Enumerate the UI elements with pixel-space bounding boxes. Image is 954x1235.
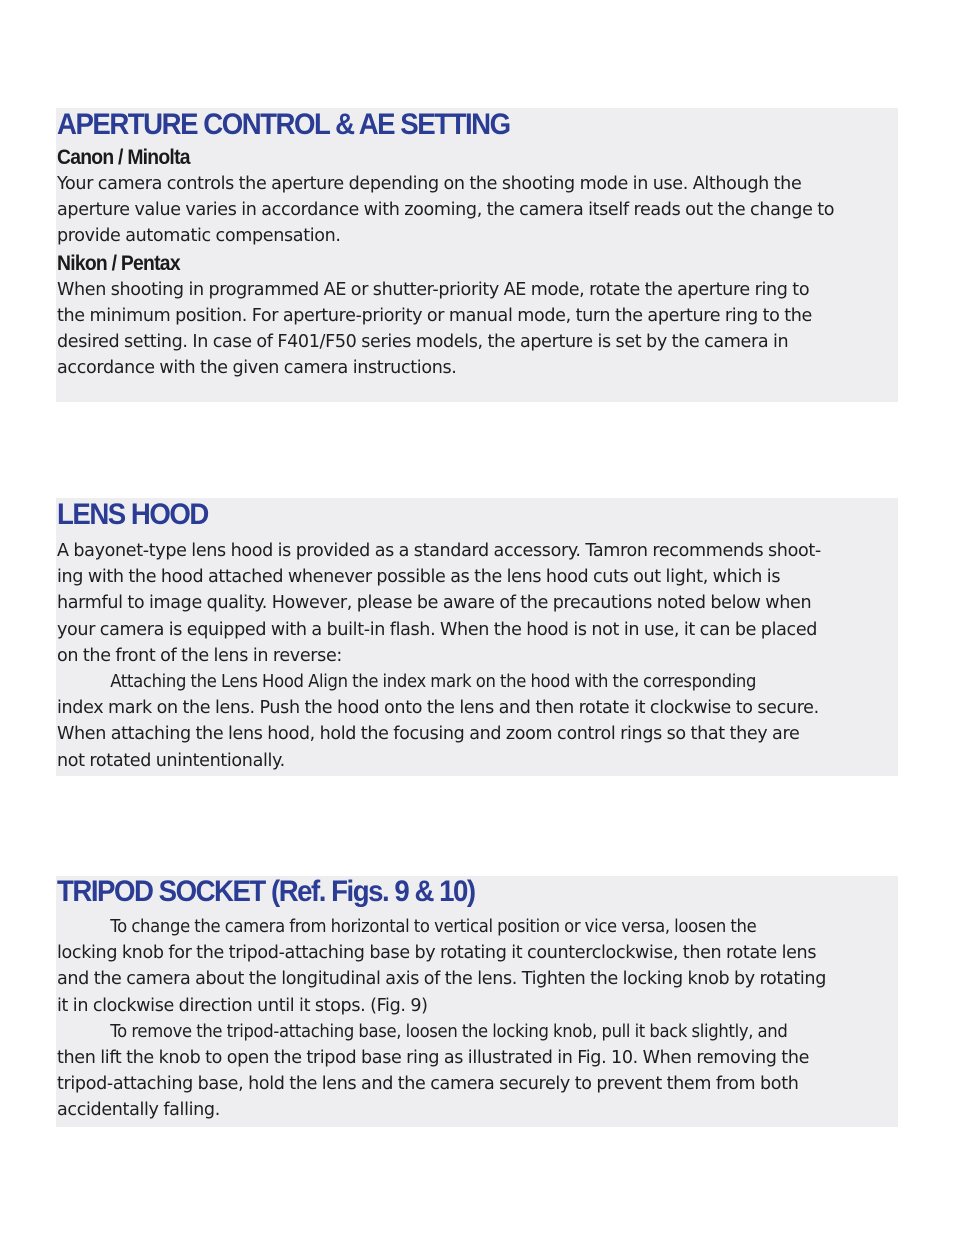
text-line: desired setting. In case of F401/F50 series models, the aperture is set by the camera in bbox=[57, 332, 789, 353]
text-line: and the camera about the longitudinal axis of the lens. Tighten the locking knob by rotating bbox=[57, 969, 826, 990]
aperture-section bbox=[56, 108, 898, 402]
text-line: Your camera controls the aperture depending on the shooting mode in use. Although the bbox=[57, 174, 802, 194]
canon-minolta-paragraph bbox=[57, 171, 898, 250]
text-line: provide automatic compensation. bbox=[57, 226, 341, 247]
text-line: locking knob for the tripod-attaching base by rotating it counterclockwise, then rotate lens bbox=[57, 943, 817, 964]
tripod-socket-section bbox=[56, 876, 898, 1127]
text-line: not rotated unintentionally. bbox=[57, 750, 285, 771]
text-line: tripod-attaching base, hold the lens and the camera securely to prevent them from both bbox=[57, 1074, 799, 1095]
text-line: harmful to image quality. However, please be aware of the precautions noted below when bbox=[57, 593, 812, 614]
text-line: When shooting in programmed AE or shutter-priority AE mode, rotate the aperture ring to bbox=[57, 279, 810, 300]
lens-hood-heading: LENS HOOD bbox=[57, 498, 208, 531]
tripod-paragraph-1 bbox=[57, 914, 898, 1019]
text-line: the minimum position. For aperture-priority or manual mode, turn the aperture ring to the bbox=[57, 305, 813, 326]
text-line: then lift the knob to open the tripod base ring as illustrated in Fig. 10. When removing the bbox=[57, 1048, 810, 1069]
aperture-heading: APERTURE CONTROL & AE SETTING bbox=[57, 108, 510, 141]
text-line: accordance with the given camera instructions. bbox=[57, 358, 457, 379]
text-line: A bayonet-type lens hood is provided as a standard accessory. Tamron recommends shoot- bbox=[57, 541, 821, 561]
text-line: accidentally falling. bbox=[57, 1100, 220, 1121]
lens-hood-paragraph-2 bbox=[57, 669, 898, 774]
text-line: To change the camera from horizontal to vertical position or vice versa, loosen the bbox=[110, 917, 757, 937]
text-line: To remove the tripod-attaching base, loosen the locking knob, pull it back slightly, and bbox=[110, 1021, 788, 1042]
text-line: your camera is equipped with a built-in flash. When the hood is not in use, it can be placed bbox=[57, 619, 818, 640]
text-line: When attaching the lens hood, hold the focusing and zoom control rings so that they are bbox=[57, 724, 800, 745]
text-line: it in clockwise direction until it stops. (Fig. 9) bbox=[57, 995, 428, 1016]
text-line: ing with the hood attached whenever possible as the lens hood cuts out light, which is bbox=[57, 567, 781, 588]
text-line: Attaching the Lens Hood Align the index mark on the hood with the corresponding bbox=[110, 672, 757, 693]
text-line: on the front of the lens in reverse: bbox=[57, 645, 342, 666]
nikon-pentax-subheading: Nikon / Pentax bbox=[57, 251, 180, 275]
tripod-socket-heading: TRIPOD SOCKET (Ref. Figs. 9 & 10) bbox=[57, 875, 475, 908]
tripod-paragraph-2 bbox=[57, 1019, 898, 1124]
text-line: index mark on the lens. Push the hood onto the lens and then rotate it clockwise to secure. bbox=[57, 698, 819, 719]
text-line: aperture value varies in accordance with zooming, the camera itself reads out the change to bbox=[57, 200, 835, 221]
lens-hood-paragraph-1 bbox=[57, 538, 898, 669]
nikon-pentax-paragraph bbox=[57, 277, 898, 382]
lens-hood-section bbox=[56, 498, 898, 776]
canon-minolta-subheading: Canon / Minolta bbox=[57, 146, 190, 169]
